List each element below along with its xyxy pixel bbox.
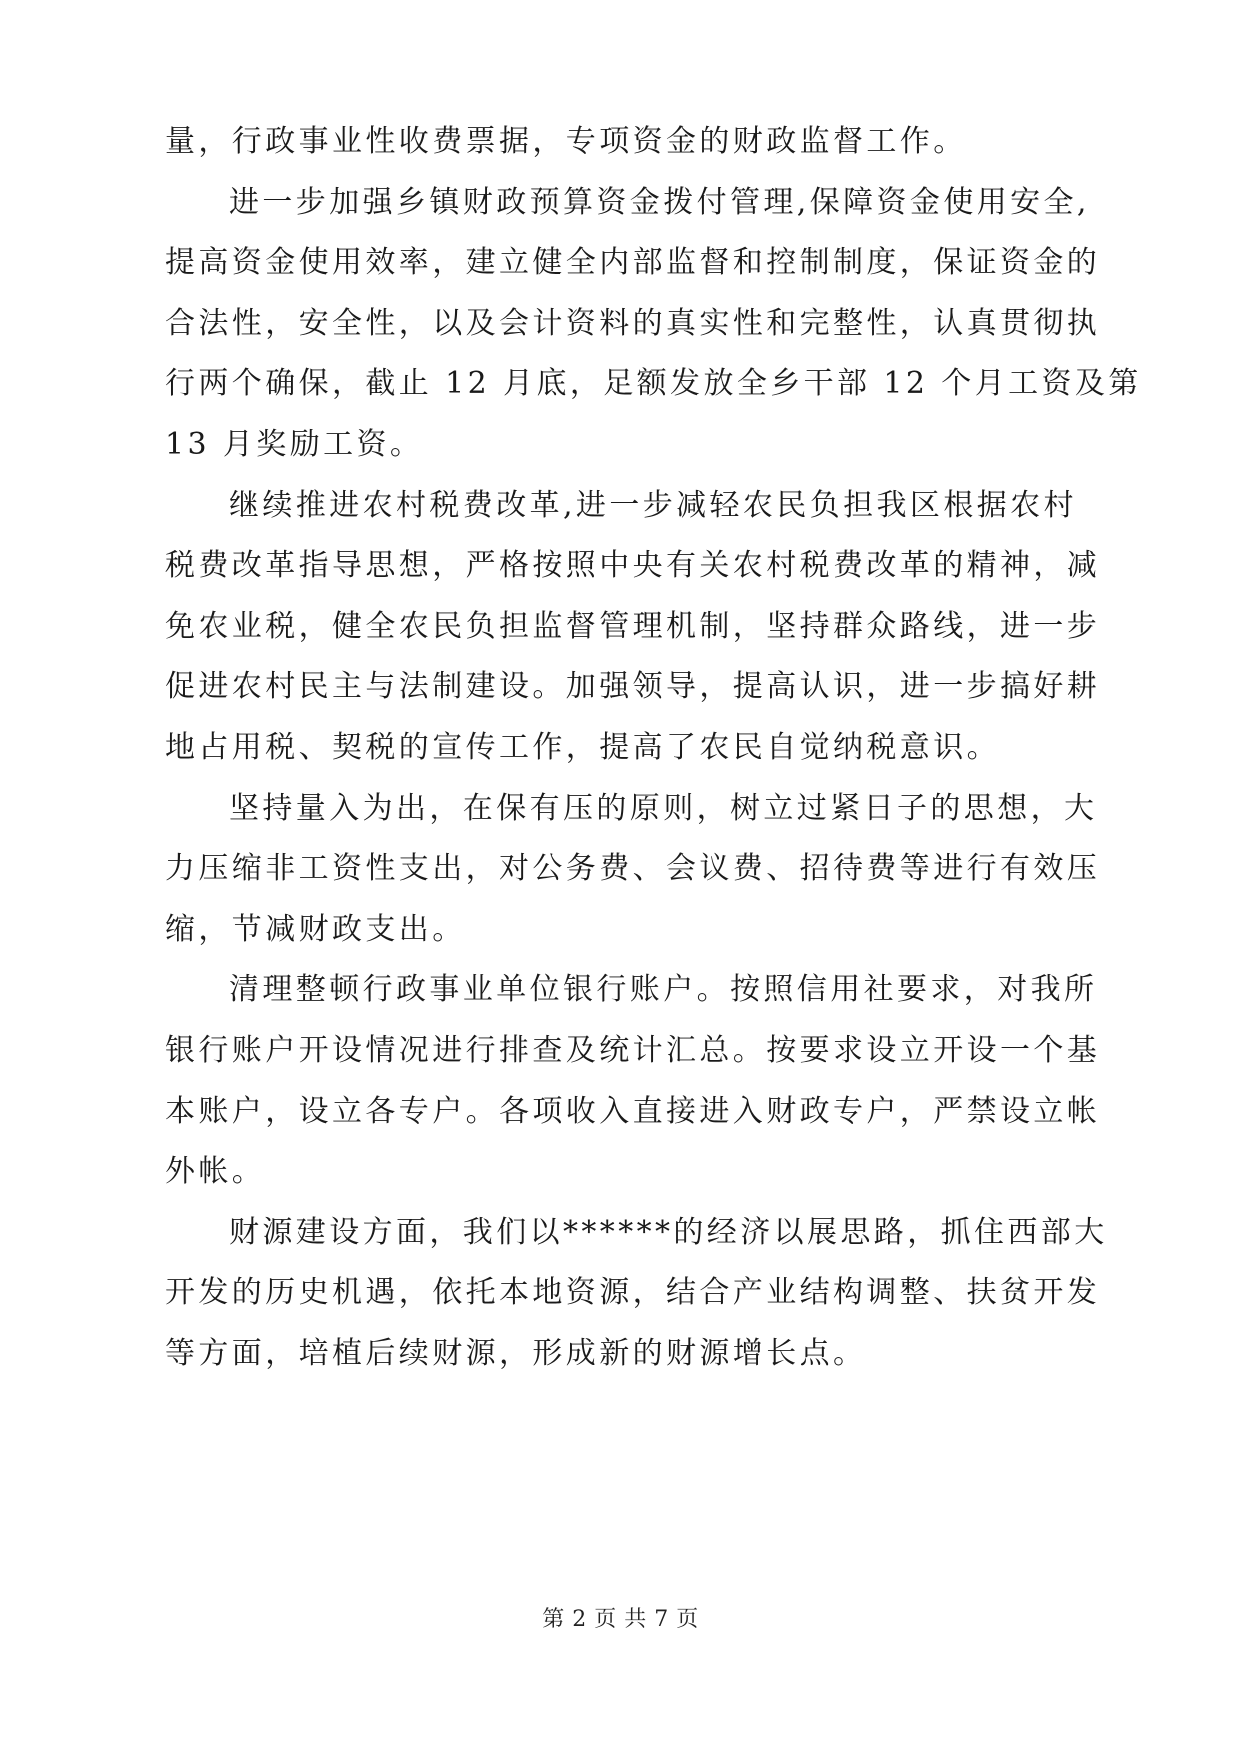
text-line: 清理整顿行政事业单位银行账户。按照信用社要求，对我所 — [229, 972, 1098, 1008]
page-footer: 第 2 页 共 7 页 — [542, 1607, 699, 1632]
text-line: 本账户，设立各专户。各项收入直接进入财政专户，严禁设立帐 — [165, 1093, 1101, 1129]
text-line: 缩，节减财政支出。 — [165, 911, 466, 947]
text-line: 地占用税、契税的宣传工作，提高了农民自觉纳税意识。 — [165, 729, 1000, 765]
text-line: 力压缩非工资性支出，对公务费、会议费、招待费等进行有效压 — [165, 851, 1101, 887]
text-line: 量，行政事业性收费票据，专项资金的财政监督工作。 — [165, 124, 967, 159]
text-line: 外帐。 — [165, 1154, 266, 1190]
text-line: 13 月奖励工资。 — [165, 426, 424, 462]
text-line: 进一步加强乡镇财政预算资金拨付管理,保障资金使用安全, — [229, 184, 1090, 220]
text-line: 继续推进农村税费改革,进一步减轻农民负担我区根据农村 — [229, 487, 1077, 523]
text-line: 提高资金使用效率，建立健全内部监督和控制制度，保证资金的 — [165, 245, 1101, 281]
text-line: 开发的历史机遇，依托本地资源，结合产业结构调整、扶贫开发 — [165, 1275, 1101, 1311]
text-line: 银行账户开设情况进行排查及统计汇总。按要求设立开设一个基 — [165, 1032, 1101, 1068]
document-body — [165, 112, 1142, 1384]
text-line: 税费改革指导思想，严格按照中央有关农村税费改革的精神，减 — [165, 548, 1101, 584]
text-line: 行两个确保，截止 12 月底，足额发放全乡干部 12 个月工资及第 — [165, 366, 1142, 402]
text-line: 免农业税，健全农民负担监督管理机制，坚持群众路线，进一步 — [165, 608, 1101, 644]
text-line: 坚持量入为出，在保有压的原则，树立过紧日子的思想，大 — [229, 790, 1098, 826]
text-line: 促进农村民主与法制建设。加强领导，提高认识，进一步搞好耕 — [165, 669, 1101, 705]
text-line: 等方面，培植后续财源，形成新的财源增长点。 — [165, 1335, 867, 1371]
text-line: 财源建设方面，我们以******的经济以展思路，抓住西部大 — [229, 1214, 1108, 1250]
text-line: 合法性，安全性，以及会计资料的真实性和完整性，认真贯彻执 — [165, 305, 1101, 341]
